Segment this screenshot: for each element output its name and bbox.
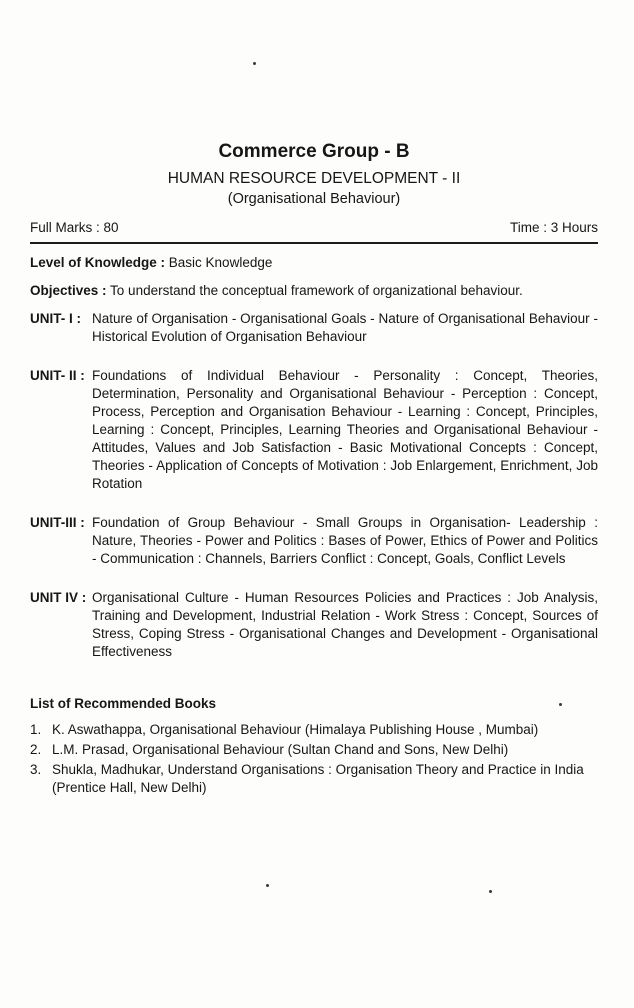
book-item-1: [30, 721, 598, 739]
objectives-text: To understand the conceptual framework of organizational behaviour.: [110, 283, 523, 298]
book-3-text: Shukla, Madhukar, Understand Organisations : Organisation Theory and Practice in India (Prentice Hall, New Delhi): [52, 762, 584, 795]
book-3-number: 3.: [30, 762, 42, 777]
level-of-knowledge-label: Level of Knowledge :: [30, 255, 166, 270]
scan-artifact-dot: [266, 884, 269, 887]
unit-3-label: UNIT-III :: [30, 515, 85, 530]
scan-artifact-dot: [559, 703, 562, 706]
marks-time-row: [30, 219, 598, 244]
unit-2-text: Foundations of Individual Behaviour - Personality : Concept, Theories, Determination, Personality and Organisational Behaviour - Perception : Concept, Process, Perception and Organisation Behaviour - Learning : Concept, Principles, Learning : Concept, Principles, Learning Theories and Organisational Behaviour - Attitudes, Values and Job Satisfaction - Basic Motivational Concepts : Concept, Theories - Application of Concepts of Motivation : Job Enlargement, Enrichment, Job Rotation: [92, 368, 598, 491]
page-subsubtitle: (Organisational Behaviour): [227, 191, 401, 207]
scan-artifact-dot: [253, 62, 256, 65]
book-1-text: K. Aswathappa, Organisational Behaviour (Himalaya Publishing House , Mumbai): [52, 722, 539, 737]
unit-1-text: Nature of Organisation - Organisational Goals - Nature of Organisational Behaviour - Historical Evolution of Organisation Behaviour: [92, 311, 598, 344]
book-2-text: L.M. Prasad, Organisational Behaviour (Sultan Chand and Sons, New Delhi): [52, 742, 509, 757]
level-of-knowledge-line: [30, 254, 598, 272]
book-2-number: 2.: [30, 742, 42, 757]
unit-3-text: Foundation of Group Behaviour - Small Groups in Organisation- Leadership : Nature, Theories - Power and Politics : Bases of Power, Ethics of Power and Politics - Communication : Channels, Barriers Conflict : Concept, Goals, Conflict Levels: [92, 515, 598, 566]
objectives-label: Objectives :: [30, 283, 107, 298]
recommended-books-heading: List of Recommended Books: [30, 696, 217, 711]
time-label: Time : 3 Hours: [509, 220, 598, 235]
page-subtitle: HUMAN RESOURCE DEVELOPMENT - II: [167, 170, 461, 187]
unit-3-block: [30, 514, 598, 568]
unit-1-block: [30, 310, 598, 346]
book-item-3: [30, 761, 598, 797]
objectives-paragraph: [30, 282, 598, 300]
unit-4-label: UNIT IV :: [30, 590, 87, 605]
book-item-2: [30, 741, 598, 759]
full-marks-label: Full Marks : 80: [30, 220, 119, 235]
page-title: Commerce Group - B: [218, 141, 410, 162]
unit-1-label: UNIT- I :: [30, 311, 81, 326]
scan-artifact-dot: [489, 890, 492, 893]
level-of-knowledge-value: Basic Knowledge: [168, 255, 273, 270]
unit-4-text: Organisational Culture - Human Resources Policies and Practices : Job Analysis, Training and Development, Industrial Relation - Work Stress : Concept, Sources of Stress, Coping Stress - Organisational Changes and Development - Organisational Effectiveness: [92, 590, 598, 659]
unit-2-block: [30, 367, 598, 493]
unit-4-block: [30, 589, 598, 661]
book-1-number: 1.: [30, 722, 42, 737]
unit-2-label: UNIT- II :: [30, 368, 85, 383]
